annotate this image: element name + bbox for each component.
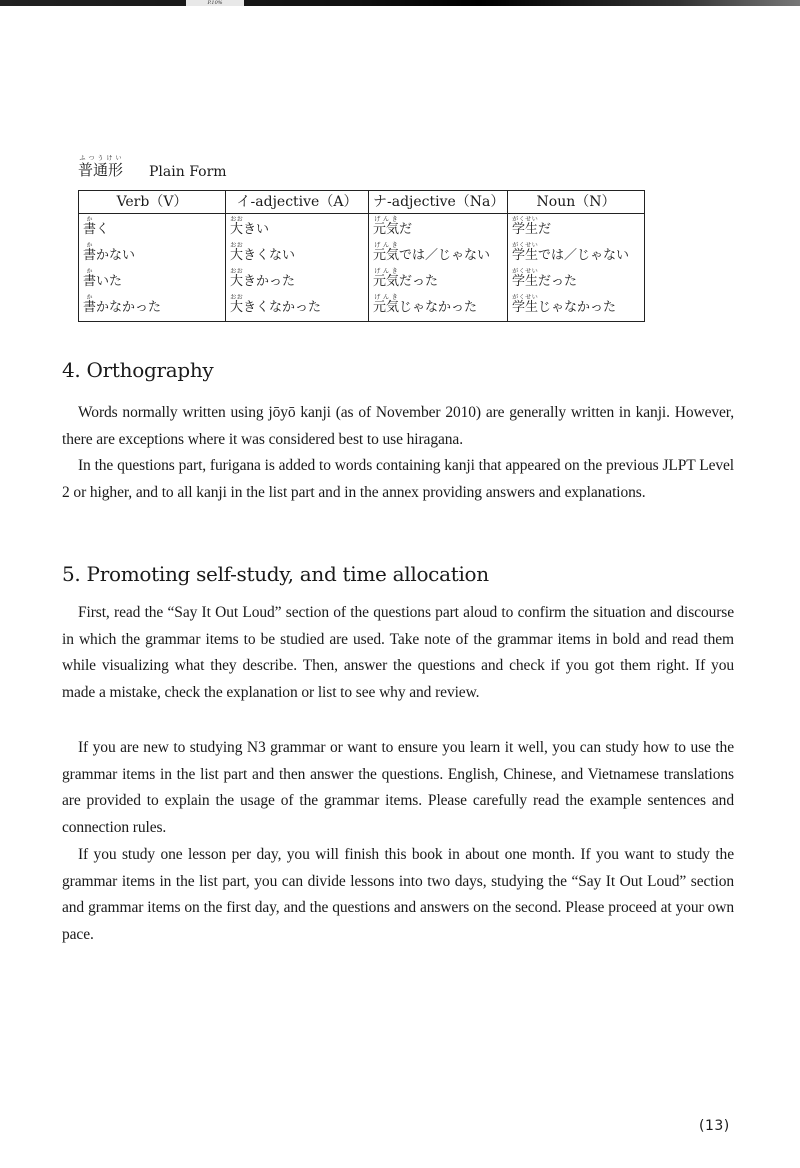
kanji-with-furigana: 大おお bbox=[230, 242, 244, 263]
plain-form-title-en: Plain Form bbox=[149, 164, 227, 180]
paragraph: If you are new to studying N3 grammar or want to ensure you learn it well, you can study how to use the grammar items in the list part and then answer the questions. English, Chinese, and Vietnamese translations are provided to explain the usage of the grammar items. Please carefully read the example sentences and connection rules. bbox=[62, 739, 734, 836]
page-number: (13) bbox=[699, 1118, 730, 1134]
furigana: がくせい bbox=[512, 294, 539, 301]
plain-form-title-jp: 普通形ふつうけい bbox=[78, 155, 124, 179]
furigana: おお bbox=[230, 294, 244, 301]
furigana: げんき bbox=[373, 294, 400, 301]
kana-ending: きくなかった bbox=[243, 300, 322, 315]
kanji-with-furigana: 元気げんき bbox=[373, 294, 400, 315]
kanji-with-furigana: 元気げんき bbox=[373, 216, 400, 237]
kana-ending: いた bbox=[96, 274, 123, 289]
word-form bbox=[373, 293, 503, 319]
kana-ending: だ bbox=[399, 222, 413, 237]
furigana: がくせい bbox=[512, 216, 539, 223]
kanji-with-furigana: 書か bbox=[83, 268, 97, 289]
paragraph: In the questions part, furigana is added to words containing kanji that appeared on the previous JLPT Level 2 or higher, and to all kanji in the list part and in the annex providing answers and explanations. bbox=[62, 457, 734, 501]
header-tab: P.10% bbox=[186, 0, 244, 6]
kanji-with-furigana: 大おお bbox=[230, 268, 244, 289]
kana-ending: かなかった bbox=[96, 300, 162, 315]
kanji-with-furigana: 学生がくせい bbox=[512, 216, 539, 237]
i-adjective-forms-cell bbox=[226, 214, 369, 322]
furigana: げんき bbox=[373, 216, 400, 223]
kana-ending: だ bbox=[538, 222, 552, 237]
kana-ending: だった bbox=[538, 274, 578, 289]
na-adjective-forms-cell bbox=[369, 214, 508, 322]
paragraph: If you study one lesson per day, you will finish this book in about one month. If you want to study the grammar items in the list part, you can divide lessons into two days, studying the “Say It Out Loud” section and grammar items on the first day, and the questions and answers on the second. Please proceed at your own pace. bbox=[62, 846, 734, 943]
word-form bbox=[83, 241, 221, 267]
kana-ending: きい bbox=[243, 222, 270, 237]
column-header-na-adjective: ナ-adjective（Na） bbox=[369, 191, 508, 214]
kanji-with-furigana: 書か bbox=[83, 216, 97, 237]
table-row bbox=[79, 214, 645, 322]
furigana: がくせい bbox=[512, 268, 539, 275]
table-header-row bbox=[79, 191, 645, 214]
paragraph: First, read the “Say It Out Loud” section of the questions part aloud to confirm the situation and discourse in which the grammar items to be studied are used. Take note of the grammar items in bold and read them while visualizing what they describe. Then, answer the questions and check if you got them right. If you made a mistake, check the explanation or list to see why and review. bbox=[62, 604, 734, 701]
plain-form-table bbox=[78, 190, 645, 322]
word-form bbox=[230, 293, 364, 319]
furigana: がくせい bbox=[512, 242, 539, 249]
furigana: げんき bbox=[373, 268, 400, 275]
kanji-with-furigana: 書か bbox=[83, 242, 97, 263]
word-form bbox=[83, 293, 221, 319]
furigana: か bbox=[83, 216, 97, 223]
furigana: おお bbox=[230, 242, 244, 249]
furigana: か bbox=[83, 268, 97, 275]
kanji-with-furigana: 大おお bbox=[230, 216, 244, 237]
noun-forms-cell bbox=[508, 214, 645, 322]
kana-ending: じゃなかった bbox=[399, 300, 478, 315]
word-form bbox=[83, 267, 221, 293]
word-form bbox=[512, 215, 640, 241]
word-form bbox=[512, 293, 640, 319]
kanji-with-furigana: 学生がくせい bbox=[512, 268, 539, 289]
word-form bbox=[373, 267, 503, 293]
kana-ending: かない bbox=[96, 248, 136, 263]
furigana: か bbox=[83, 294, 97, 301]
kanji-with-furigana: 学生がくせい bbox=[512, 294, 539, 315]
kanji-with-furigana: 学生がくせい bbox=[512, 242, 539, 263]
kana-ending: では／じゃない bbox=[538, 248, 630, 263]
kanji-with-furigana: 大おお bbox=[230, 294, 244, 315]
kanji-with-furigana: 元気げんき bbox=[373, 268, 400, 289]
scan-top-edge bbox=[0, 0, 800, 6]
word-form bbox=[83, 215, 221, 241]
section-heading-self-study: 5. Promoting self-study, and time allocation bbox=[62, 562, 489, 586]
plain-form-title bbox=[78, 155, 227, 180]
kana-ending: では／じゃない bbox=[399, 248, 491, 263]
word-form bbox=[230, 267, 364, 293]
word-form bbox=[373, 241, 503, 267]
word-form bbox=[512, 241, 640, 267]
furigana: おお bbox=[230, 268, 244, 275]
paragraph: Words normally written using jōyō kanji (as of November 2010) are generally written in kanji. However, there are exceptions where it was considered best to use hiragana. bbox=[62, 404, 734, 448]
kana-ending: きかった bbox=[243, 274, 296, 289]
kanji-with-furigana: 書か bbox=[83, 294, 97, 315]
kanji-with-furigana: 元気げんき bbox=[373, 242, 400, 263]
furigana: か bbox=[83, 242, 97, 249]
section-heading-orthography: 4. Orthography bbox=[62, 358, 214, 382]
word-form bbox=[230, 241, 364, 267]
column-header-verb: Verb（V） bbox=[79, 191, 226, 214]
furigana: おお bbox=[230, 216, 244, 223]
furigana: げんき bbox=[373, 242, 400, 249]
verb-forms-cell bbox=[79, 214, 226, 322]
kana-ending: きくない bbox=[243, 248, 296, 263]
kana-ending: く bbox=[96, 222, 110, 237]
word-form bbox=[230, 215, 364, 241]
word-form bbox=[512, 267, 640, 293]
column-header-i-adjective: イ-adjective（A） bbox=[226, 191, 369, 214]
word-form bbox=[373, 215, 503, 241]
kana-ending: じゃなかった bbox=[538, 300, 617, 315]
kana-ending: だった bbox=[399, 274, 439, 289]
column-header-noun: Noun（N） bbox=[508, 191, 645, 214]
